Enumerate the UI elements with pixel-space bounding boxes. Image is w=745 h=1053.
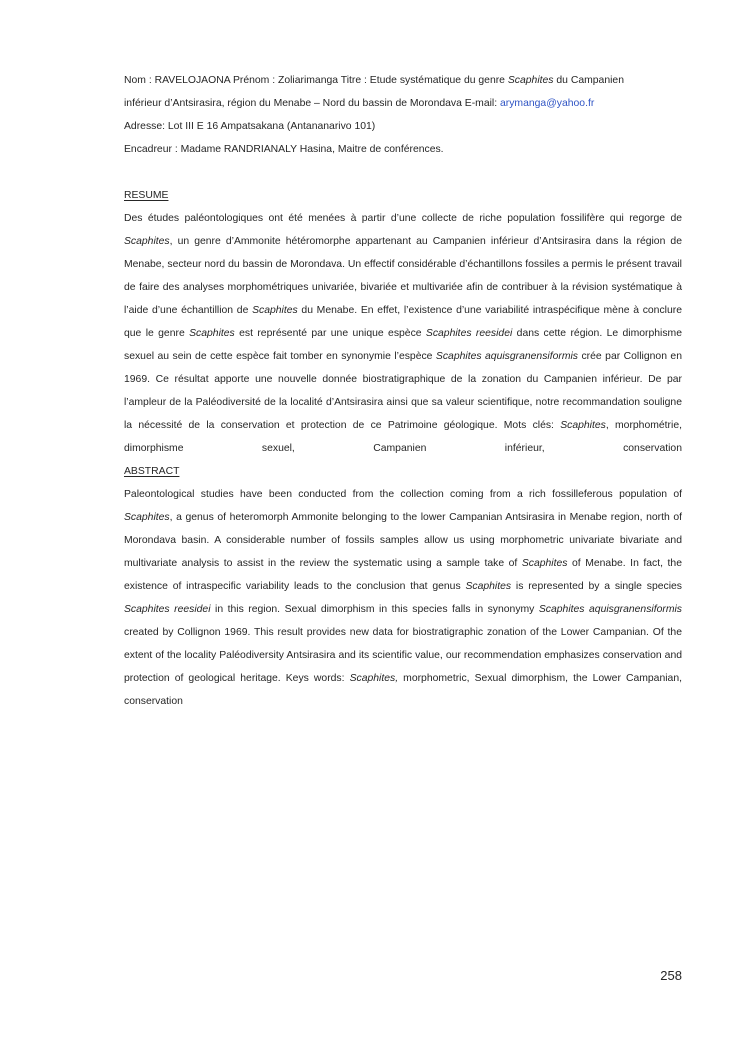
resume-text: crée par Collignon en 1969. Ce résultat apporte une nouvelle donnée biostratigraphique de la zonation du Campanien inférieur. De par l’ampleur de la Paléodiversité de la localité d’Antsirasira ainsi que sa valeur scientifique, notre recommandation souligne la nécessité de la conservation et protection de ce Patrimoine géologique. Mots clés: <box>124 351 682 431</box>
location-text: inférieur d’Antsirasira, région du Menabe – Nord du bassin de Morondava E-mail: <box>124 98 500 109</box>
resume-genus: Scaphites <box>124 236 170 247</box>
abstract-text: is represented by a single species <box>511 581 682 592</box>
abstract-genus: Scaphites, <box>349 673 399 684</box>
abstract-paragraph <box>124 483 682 713</box>
resume-text: Des études paléontologiques ont été menées à partir d’une collecte de riche population fossilifère qui regorge de <box>124 213 682 224</box>
resume-text: , un genre d’Ammonite hétéromorphe appartenant au Campanien inférieur d’Antsirasira dans la région de Menabe, secteur nord du bassin de Morondava. Un effectif considérable d’échantillons fossiles a permis le présent travail de faire des analyses morphométriques univariée, bivariée et multivariée afin de contribuer à la révision systématique à l’aide d’une échantillion de <box>124 236 682 316</box>
header-location-line <box>124 92 682 115</box>
document-body <box>124 69 682 713</box>
abstract-text: , a genus of heteromorph Ammonite belonging to the lower Campanian Antsirasira in Menabe region, north of Morondava basin. A considerable number of fossils samples allow us using morphometric univariate bivariate and multivariate analysis to assist in the review the systematic using a sample take of <box>124 512 682 569</box>
resume-genus: Scaphites <box>560 420 606 431</box>
genus-name: Scaphites <box>507 75 554 86</box>
abstract-text: in this region. Sexual dimorphism in this species falls in synonymy <box>210 604 539 615</box>
resume-text: du Menabe. En effet, l’existence d’une variabilité intraspécifique mène à conclure que le genre <box>124 305 682 339</box>
abstract-species: Scaphites reesidei <box>124 604 211 615</box>
resume-species: Scaphites aquisgranensiformis <box>435 351 579 362</box>
resume-heading: RESUME <box>124 190 169 201</box>
header-title-line <box>124 69 682 92</box>
page-number: 258 <box>660 968 682 983</box>
resume-paragraph <box>124 207 682 460</box>
abstract-species: Scaphites aquisgranensiformis <box>538 604 682 615</box>
abstract-text: morphometric, Sexual dimorphism, the Lower Campanian, conservation <box>124 673 682 707</box>
author-title-text: Nom : RAVELOJAONA Prénom : Zoliarimanga Titre : Etude systématique du genre <box>124 75 508 86</box>
abstract-text: of Menabe. In fact, the existence of intraspecific variability leads to the conclusion that genus <box>124 558 682 592</box>
resume-species: Scaphites reesidei <box>425 328 513 339</box>
resume-genus: Scaphites <box>252 305 298 316</box>
abstract-text: created by Collignon 1969. This result provides new data for biostratigraphic zonation of the Lower Campanian. Of the extent of the locality Paléodiversity Antsirasira and its scientific value, our recommendation emphasizes conservation and protection of geological heritage. Keys words: <box>124 627 682 684</box>
supervisor-line: Encadreur : Madame RANDRIANALY Hasina, Maitre de conférences. <box>124 144 444 155</box>
abstract-genus: Scaphites <box>521 558 568 569</box>
resume-text: dans cette région. Le dimorphisme sexuel au sein de cette espèce fait tomber en synonymie l’espèce <box>124 328 682 362</box>
resume-text: , morphométrie, dimorphisme sexuel, Campanien inférieur, conservation <box>124 420 682 454</box>
spacer <box>124 161 682 184</box>
abstract-text: Paleontological studies have been conducted from the collection coming from a rich fossilleferous population of <box>124 489 682 500</box>
resume-genus: Scaphites <box>189 328 235 339</box>
author-title-text-end: du Campanien <box>553 75 624 86</box>
abstract-heading: ABSTRACT <box>124 466 180 477</box>
abstract-genus: Scaphites <box>124 512 170 523</box>
resume-text: est représenté par une unique espèce <box>234 328 426 339</box>
email-link[interactable]: arymanga@yahoo.fr <box>500 98 595 109</box>
abstract-genus: Scaphites <box>465 581 512 592</box>
address-line: Adresse: Lot III E 16 Ampatsakana (Antananarivo 101) <box>124 121 376 132</box>
